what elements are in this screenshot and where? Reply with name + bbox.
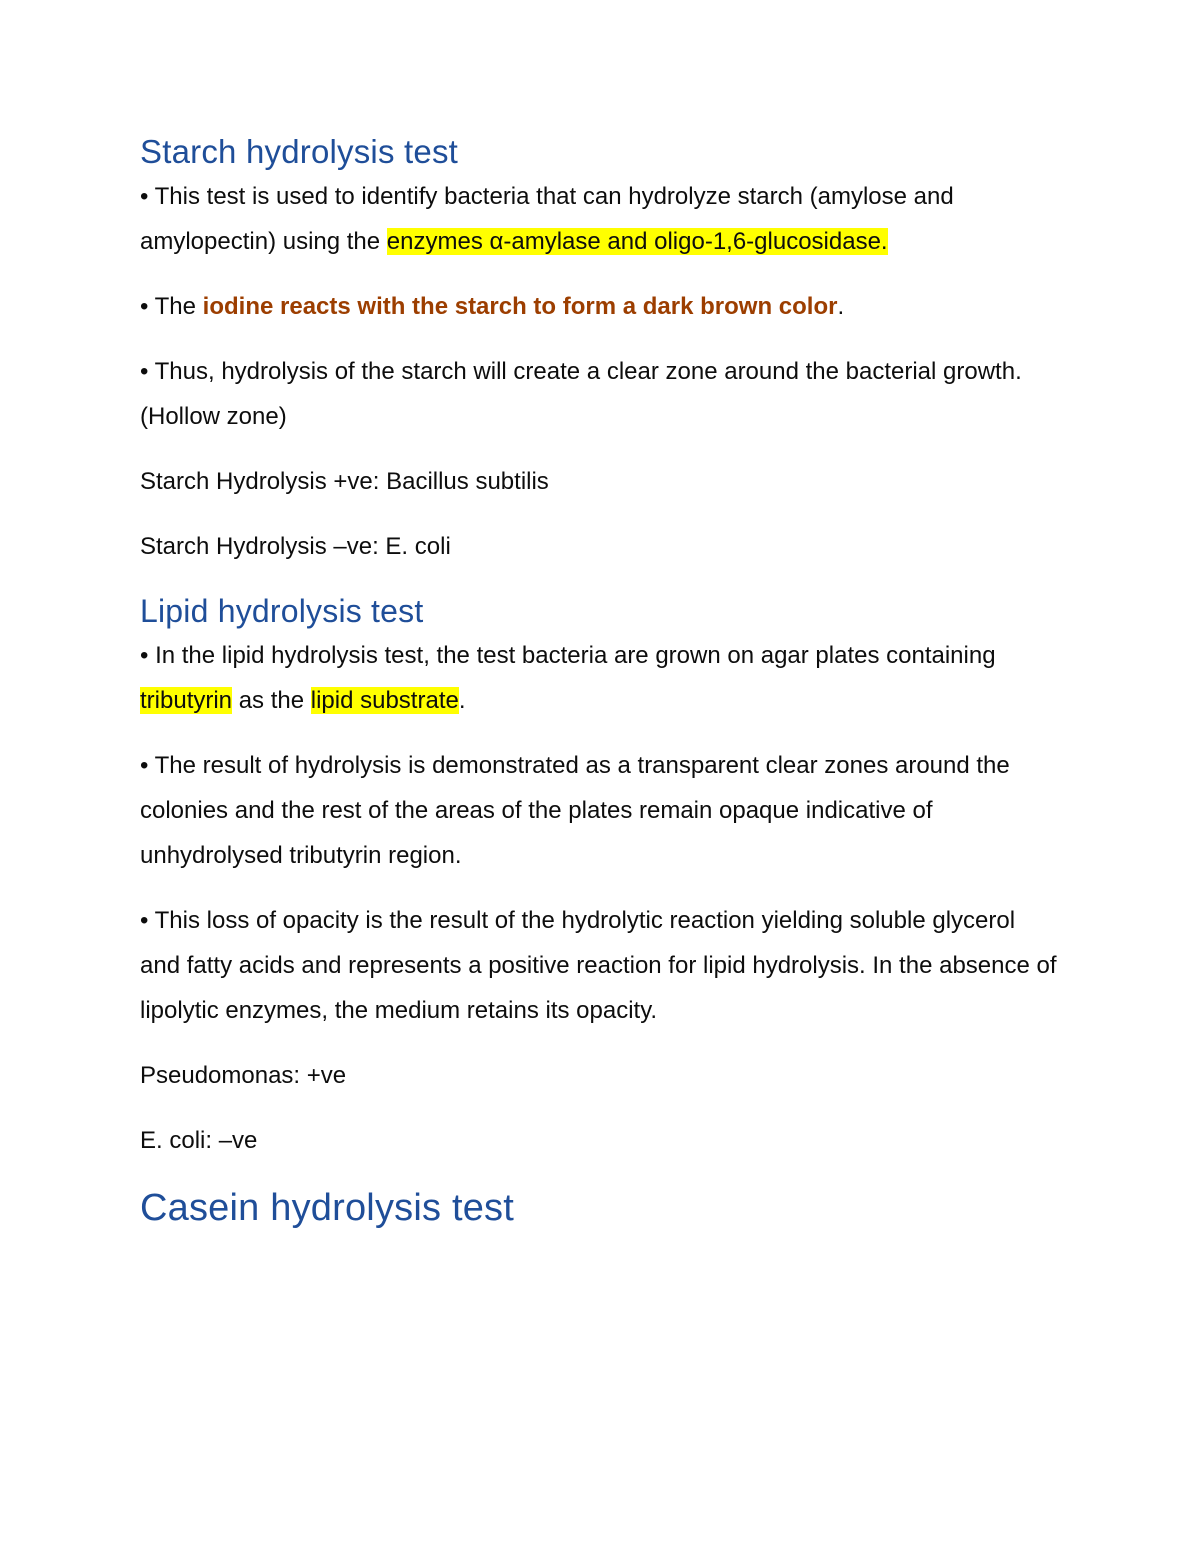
text-run: lipid substrate — [310, 687, 459, 714]
text-run: • The — [140, 293, 203, 320]
paragraph-lipid-positive — [140, 1053, 1060, 1098]
paragraph-starch-intro — [140, 174, 1060, 264]
text-run: • This loss of opacity is the result of the hydrolytic reaction yielding soluble glycerol and fatty acids and represents a positive reaction for lipid hydrolysis. In the absence of lipolytic enzymes, the medium retains its opacity. — [140, 907, 1057, 1024]
paragraph-starch-clearzone — [140, 349, 1060, 439]
paragraph-starch-iodine — [140, 284, 1060, 329]
paragraph-lipid-opacity — [140, 898, 1060, 1033]
text-run: E. coli: –ve — [140, 1127, 258, 1154]
text-run: as the — [232, 687, 311, 714]
text-run: enzymes α-amylase and oligo-1,6-glucosidase. — [386, 228, 888, 255]
paragraph-starch-positive — [140, 459, 1060, 504]
paragraph-lipid-result — [140, 743, 1060, 878]
paragraph-lipid-negative — [140, 1118, 1060, 1163]
text-run: • This test is used to identify bacteria that can hydrolyze starch (amylose and amylopectin) using the — [140, 183, 954, 255]
paragraph-lipid-intro — [140, 633, 1060, 723]
text-run: tributyrin — [140, 687, 233, 714]
text-run: • In the lipid hydrolysis test, the test bacteria are grown on agar plates containing — [140, 642, 996, 669]
text-run: Starch Hydrolysis +ve: Bacillus subtilis — [140, 468, 549, 495]
section-heading-starch: Starch hydrolysis test — [140, 133, 459, 170]
text-run: Starch Hydrolysis –ve: E. coli — [140, 533, 451, 560]
section-heading-casein: Casein hydrolysis test — [140, 1187, 514, 1229]
text-run: • The result of hydrolysis is demonstrated as a transparent clear zones around the colonies and the rest of the areas of the plates remain opaque indicative of unhydrolysed tributyrin region. — [140, 752, 1010, 869]
text-run: • Thus, hydrolysis of the starch will create a clear zone around the bacterial growth. (Hollow zone) — [140, 358, 1022, 430]
text-run: iodine reacts with the starch to form a dark brown color — [202, 293, 838, 320]
section-heading-lipid: Lipid hydrolysis test — [140, 593, 424, 629]
paragraph-starch-negative — [140, 524, 1060, 569]
text-run: Pseudomonas: +ve — [140, 1062, 347, 1089]
text-run: . — [837, 293, 845, 320]
text-run: . — [458, 687, 466, 714]
